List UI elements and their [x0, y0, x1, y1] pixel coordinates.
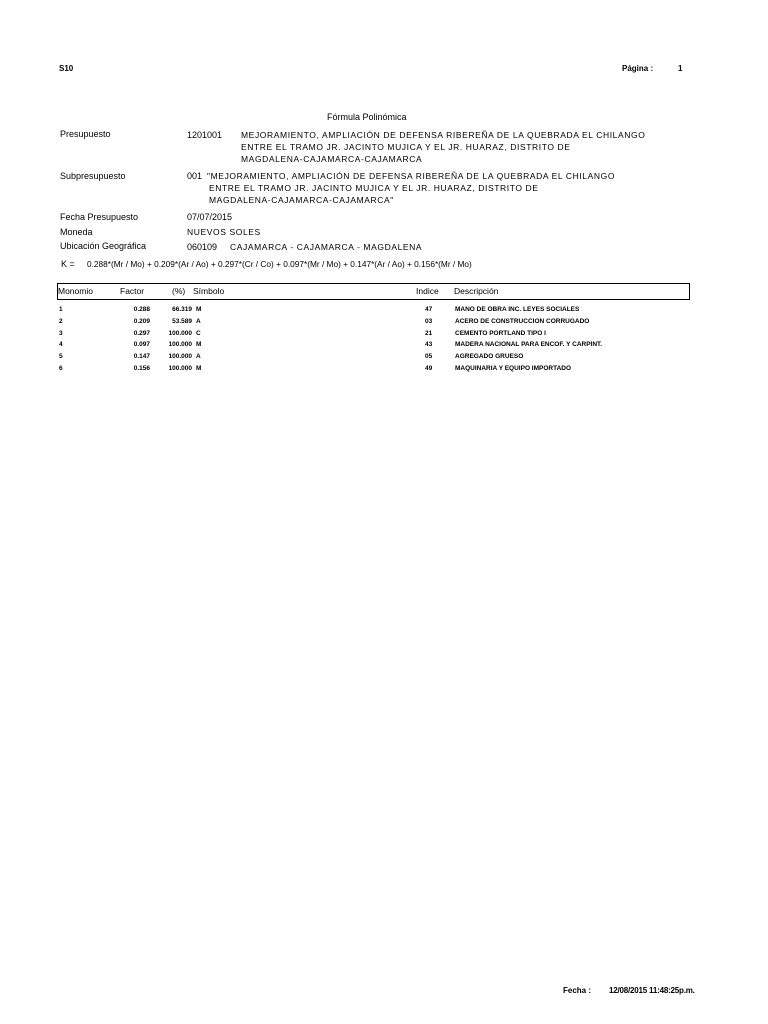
cell-factor: 0.297 [133, 330, 150, 337]
fecha-presupuesto-label: Fecha Presupuesto [60, 212, 139, 222]
subpresupuesto-line: MAGDALENA-CAJAMARCA-CAJAMARCA" [209, 195, 394, 205]
cell-descripcion: CEMENTO PORTLAND TIPO I [455, 330, 546, 337]
cell-indice: 21 [425, 330, 433, 337]
column-header-descripcion: Descripción [454, 286, 499, 296]
table-header [57, 283, 690, 300]
cell-pct: 100.000 [168, 365, 192, 372]
cell-indice: 49 [425, 365, 433, 372]
footer-fecha-value: 12/08/2015 11:48:25p.m. [609, 986, 695, 995]
presupuesto-label: Presupuesto [60, 129, 111, 139]
presupuesto-line: MAGDALENA-CAJAMARCA-CAJAMARCA [241, 154, 423, 164]
ubicacion-label: Ubicación Geográfica [60, 241, 147, 251]
cell-simbolo: M [196, 341, 202, 348]
column-header-factor: Factor [120, 286, 145, 296]
report-code: S10 [59, 64, 74, 73]
cell-descripcion: MADERA NACIONAL PARA ENCOF. Y CARPINT. [455, 341, 603, 348]
cell-pct: 100.000 [168, 341, 192, 348]
cell-descripcion: ACERO DE CONSTRUCCION CORRUGADO [455, 318, 590, 325]
moneda-label: Moneda [60, 227, 93, 237]
subpresupuesto-line: "MEJORAMIENTO, AMPLIACIÓN DE DEFENSA RIBEREÑA DE LA QUEBRADA EL CHILANGO [207, 171, 616, 181]
ubicacion-value: CAJAMARCA - CAJAMARCA - MAGDALENA [230, 242, 423, 252]
cell-monomio: 4 [59, 341, 63, 348]
cell-factor: 0.147 [133, 353, 150, 360]
moneda-value: NUEVOS SOLES [187, 227, 261, 237]
subpresupuesto-description [207, 170, 615, 206]
cell-monomio: 1 [59, 306, 63, 313]
cell-pct: 66.319 [172, 306, 192, 313]
subpresupuesto-code: 001 [187, 171, 203, 181]
cell-descripcion: AGREGADO GRUESO [455, 353, 524, 360]
column-header-monomio: Monomio [58, 286, 93, 296]
table-row [0, 341, 768, 351]
formula-expression: 0.288*(Mr / Mo) + 0.209*(Ar / Ao) + 0.297*(Cr / Co) + 0.097*(Mr / Mo) + 0.147*(Ar / Ao) + 0.156*(Mr / Mo) [87, 259, 472, 269]
page-label: Página : [622, 64, 654, 73]
cell-simbolo: M [196, 306, 202, 313]
table-row [0, 330, 768, 340]
table-row [0, 318, 768, 328]
report-title: Fórmula Polinómica [327, 112, 407, 122]
cell-simbolo: A [196, 353, 201, 360]
page-number: 1 [678, 64, 683, 73]
cell-pct: 53.589 [172, 318, 192, 325]
fecha-presupuesto-value: 07/07/2015 [187, 212, 233, 222]
cell-indice: 03 [425, 318, 433, 325]
footer-fecha-label: Fecha : [563, 986, 592, 995]
column-header-simbolo: Símbolo [193, 286, 225, 296]
table-row [0, 365, 768, 375]
subpresupuesto-line: ENTRE EL TRAMO JR. JACINTO MUJICA Y EL JR. HUARAZ, DISTRITO DE [209, 183, 539, 193]
cell-monomio: 3 [59, 330, 63, 337]
cell-factor: 0.156 [133, 365, 150, 372]
presupuesto-line: MEJORAMIENTO, AMPLIACIÓN DE DEFENSA RIBEREÑA DE LA QUEBRADA EL CHILANGO [241, 130, 646, 140]
column-header-pct: (%) [172, 286, 186, 296]
presupuesto-line: ENTRE EL TRAMO JR. JACINTO MUJICA Y EL JR. HUARAZ, DISTRITO DE [241, 142, 571, 152]
cell-indice: 05 [425, 353, 433, 360]
cell-monomio: 5 [59, 353, 63, 360]
cell-indice: 47 [425, 306, 433, 313]
table-row [0, 353, 768, 363]
column-header-indice: Indice [416, 286, 439, 296]
cell-factor: 0.097 [133, 341, 150, 348]
cell-simbolo: C [196, 330, 201, 337]
formula-label: K = [61, 259, 75, 269]
ubicacion-code: 060109 [187, 242, 218, 252]
table-row [0, 306, 768, 316]
cell-simbolo: A [196, 318, 201, 325]
cell-simbolo: M [196, 365, 202, 372]
cell-pct: 100.000 [168, 330, 192, 337]
presupuesto-code: 1201001 [187, 130, 223, 140]
cell-factor: 0.288 [133, 306, 150, 313]
cell-descripcion: MANO DE OBRA INC. LEYES SOCIALES [455, 306, 580, 313]
cell-monomio: 6 [59, 365, 63, 372]
cell-descripcion: MAQUINARIA Y EQUIPO IMPORTADO [455, 365, 572, 372]
subpresupuesto-label: Subpresupuesto [60, 171, 126, 181]
cell-pct: 100.000 [168, 353, 192, 360]
cell-indice: 43 [425, 341, 433, 348]
cell-monomio: 2 [59, 318, 63, 325]
presupuesto-description [241, 129, 645, 165]
cell-factor: 0.209 [133, 318, 150, 325]
